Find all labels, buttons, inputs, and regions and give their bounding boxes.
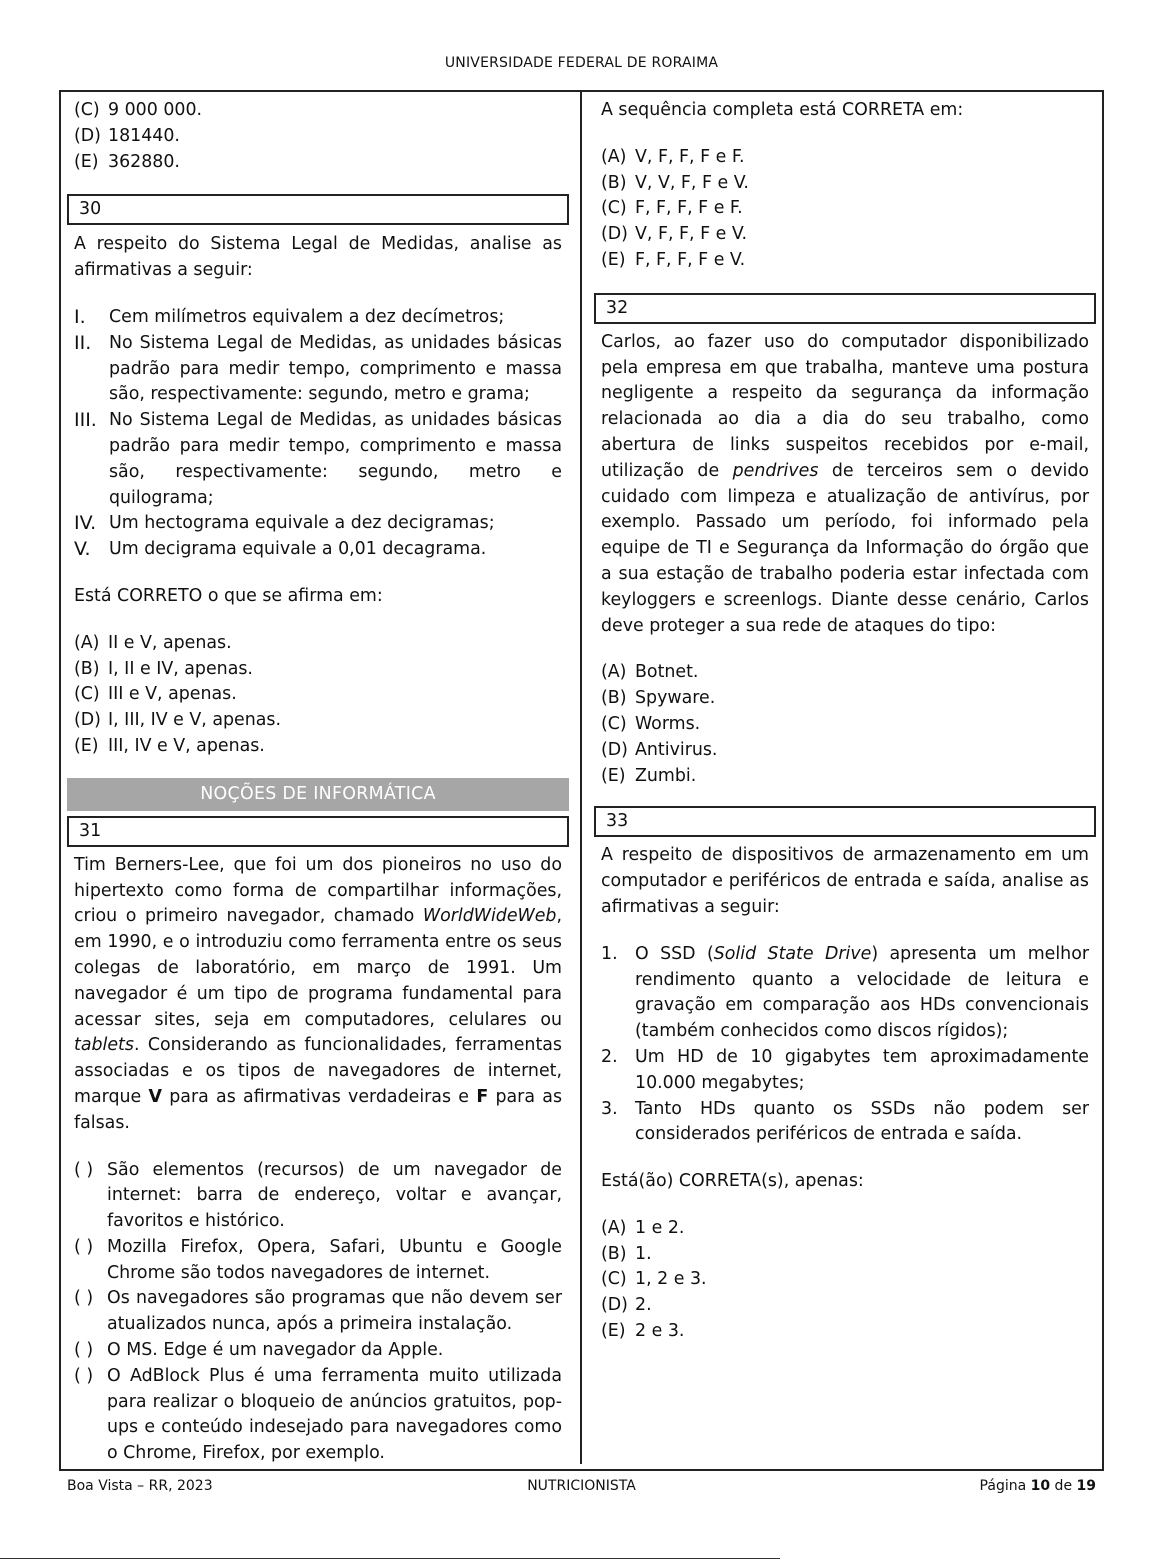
statement: 2. Um HD de 10 gigabytes tem aproximadamente 10.000 megabytes; <box>601 1046 1089 1093</box>
footer-location: Boa Vista – RR, 2023 <box>67 1478 213 1494</box>
question-30-options <box>67 631 569 760</box>
option: (C) Worms. <box>601 713 701 734</box>
question-number-33: 33 <box>594 806 1096 837</box>
question-31-intro: Tim Berners-Lee, que foi um dos pioneiros no uso do hipertexto como forma de compartilhar informações, criou o primeiro navegador, chamado WorldWideWeb, em 1990, e o introduziu como ferramenta entre os seus colegas de laboratório, em março de 1991. Um navegador é um tipo de programa fundamental para acessar sites, seja em computadores, celulares ou tablets. Considerando as funcionalidades, ferramentas associadas e os tipos de navegadores de internet, marque V para as afirmativas verdadeiras e F para as falsas. <box>74 854 562 1133</box>
option: (D) 181440. <box>74 125 180 146</box>
footer-page-number: Página 10 de 19 <box>979 1478 1096 1494</box>
option: (D) Antivirus. <box>601 739 718 760</box>
option: (B) V, V, F, F e V. <box>601 172 749 193</box>
question-31-options <box>594 145 1096 274</box>
statement: 3. Tanto HDs quanto os SSDs não podem ser considerados periféricos de entrada e saída. <box>601 1098 1089 1145</box>
option: (C) 9 000 000. <box>74 100 203 120</box>
statement: ( ) O MS. Edge é um navegador da Apple. <box>74 1340 444 1361</box>
option: (A) 1 e 2. <box>601 1217 685 1238</box>
page-header: UNIVERSIDADE FEDERAL DE RORAIMA <box>444 55 719 71</box>
statement: V. Um decigrama equivale a 0,01 decagrama. <box>74 538 487 561</box>
option: (C) III e V, apenas. <box>74 684 237 705</box>
option: (E) F, F, F, F e V. <box>601 249 746 270</box>
question-33-statements <box>594 942 1096 1148</box>
option: (E) Zumbi. <box>601 765 697 786</box>
option: (B) 1. <box>601 1243 652 1264</box>
question-number-31: 31 <box>67 816 569 847</box>
option: (B) Spyware. <box>601 688 716 709</box>
statement: I. Cem milímetros equivalem a dez decímetros; <box>74 305 505 328</box>
section-banner: NOÇÕES DE INFORMÁTICA <box>67 778 569 811</box>
prev-question-options <box>67 98 569 175</box>
option: (E) 2 e 3. <box>601 1321 685 1342</box>
option: (D) 2. <box>601 1295 652 1316</box>
question-number-30: 30 <box>67 194 569 225</box>
option: (E) III, IV e V, apenas. <box>74 735 265 756</box>
statement: IV. Um hectograma equivale a dez decigramas; <box>74 512 495 535</box>
footer-role: NUTRICIONISTA <box>527 1478 636 1494</box>
right-column <box>594 98 1096 1345</box>
bottom-rule <box>0 1558 780 1559</box>
question-32-intro: Carlos, ao fazer uso do computador disponibilizado pela empresa em que trabalha, manteve uma postura negligente a respeito da segurança da informação relacionada ao dia a dia do seu trabalho, como abertura de links suspeitos recebidos por e-mail, utilização de pendrives de terceiros sem o devido cuidado com limpeza e atualização de antivírus, por exemplo. Passado um período, foi informado pela equipe de TI e Segurança da Informação do órgão que a sua estação de trabalho poderia estar infectada com keyloggers e screenlogs. Diante desse cenário, Carlos deve proteger a sua rede de ataques do tipo: <box>601 331 1090 636</box>
option: (A) II e V, apenas. <box>74 632 232 653</box>
statement: 1. O SSD (Solid State Drive) apresenta um melhor rendimento quanto a velocidade de leitura e gravação em comparação aos HDs convencionais (também conhecidos como discos rígidos); <box>601 943 1089 1042</box>
question-33-intro: A respeito de dispositivos de armazenamento em um computador e periféricos de entrada e saída, analise as afirmativas a seguir: <box>601 845 1089 917</box>
left-column <box>67 98 569 1467</box>
question-31-prompt: A sequência completa está CORRETA em: <box>601 100 964 120</box>
option: (C) 1, 2 e 3. <box>601 1269 707 1290</box>
question-33-prompt: Está(ão) CORRETA(s), apenas: <box>601 1171 864 1192</box>
question-32-options <box>594 660 1096 789</box>
column-divider <box>580 90 582 1464</box>
question-30-statements <box>67 305 569 563</box>
question-31-statements <box>67 1158 569 1468</box>
option: (C) F, F, F, F e F. <box>601 198 743 219</box>
statement: ( ) O AdBlock Plus é uma ferramenta muito utilizada para realizar o bloqueio de anúncios gratuitos, pop-ups e conteúdo indesejado para navegadores como o Chrome, Firefox, por exemplo. <box>74 1365 562 1464</box>
question-number-32: 32 <box>594 293 1096 324</box>
question-30-intro: A respeito do Sistema Legal de Medidas, analise as afirmativas a seguir: <box>74 234 562 281</box>
option: (A) Botnet. <box>601 662 699 683</box>
statement: ( ) São elementos (recursos) de um navegador de internet: barra de endereço, voltar e avançar, favoritos e histórico. <box>74 1159 562 1232</box>
statement: ( ) Mozilla Firefox, Opera, Safari, Ubuntu e Google Chrome são todos navegadores de internet. <box>74 1236 562 1283</box>
option: (B) I, II e IV, apenas. <box>74 658 253 679</box>
option: (E) 362880. <box>74 151 180 172</box>
option: (D) V, F, F, F e V. <box>601 224 748 245</box>
question-30-prompt: Está CORRETO o que se afirma em: <box>74 585 383 606</box>
statement: ( ) Os navegadores são programas que não devem ser atualizados nunca, após a primeira instalação. <box>74 1288 562 1335</box>
statement: II. No Sistema Legal de Medidas, as unidades básicas padrão para medir tempo, comprimento e massa são, respectivamente: segundo, metro e grama; <box>74 331 562 405</box>
statement: III. No Sistema Legal de Medidas, as unidades básicas padrão para medir tempo, comprimento e massa são, respectivamente: segundo, metro e quilograma; <box>74 409 562 508</box>
option: (D) I, III, IV e V, apenas. <box>74 710 282 731</box>
option: (A) V, F, F, F e F. <box>601 146 745 167</box>
question-33-options <box>594 1216 1096 1345</box>
